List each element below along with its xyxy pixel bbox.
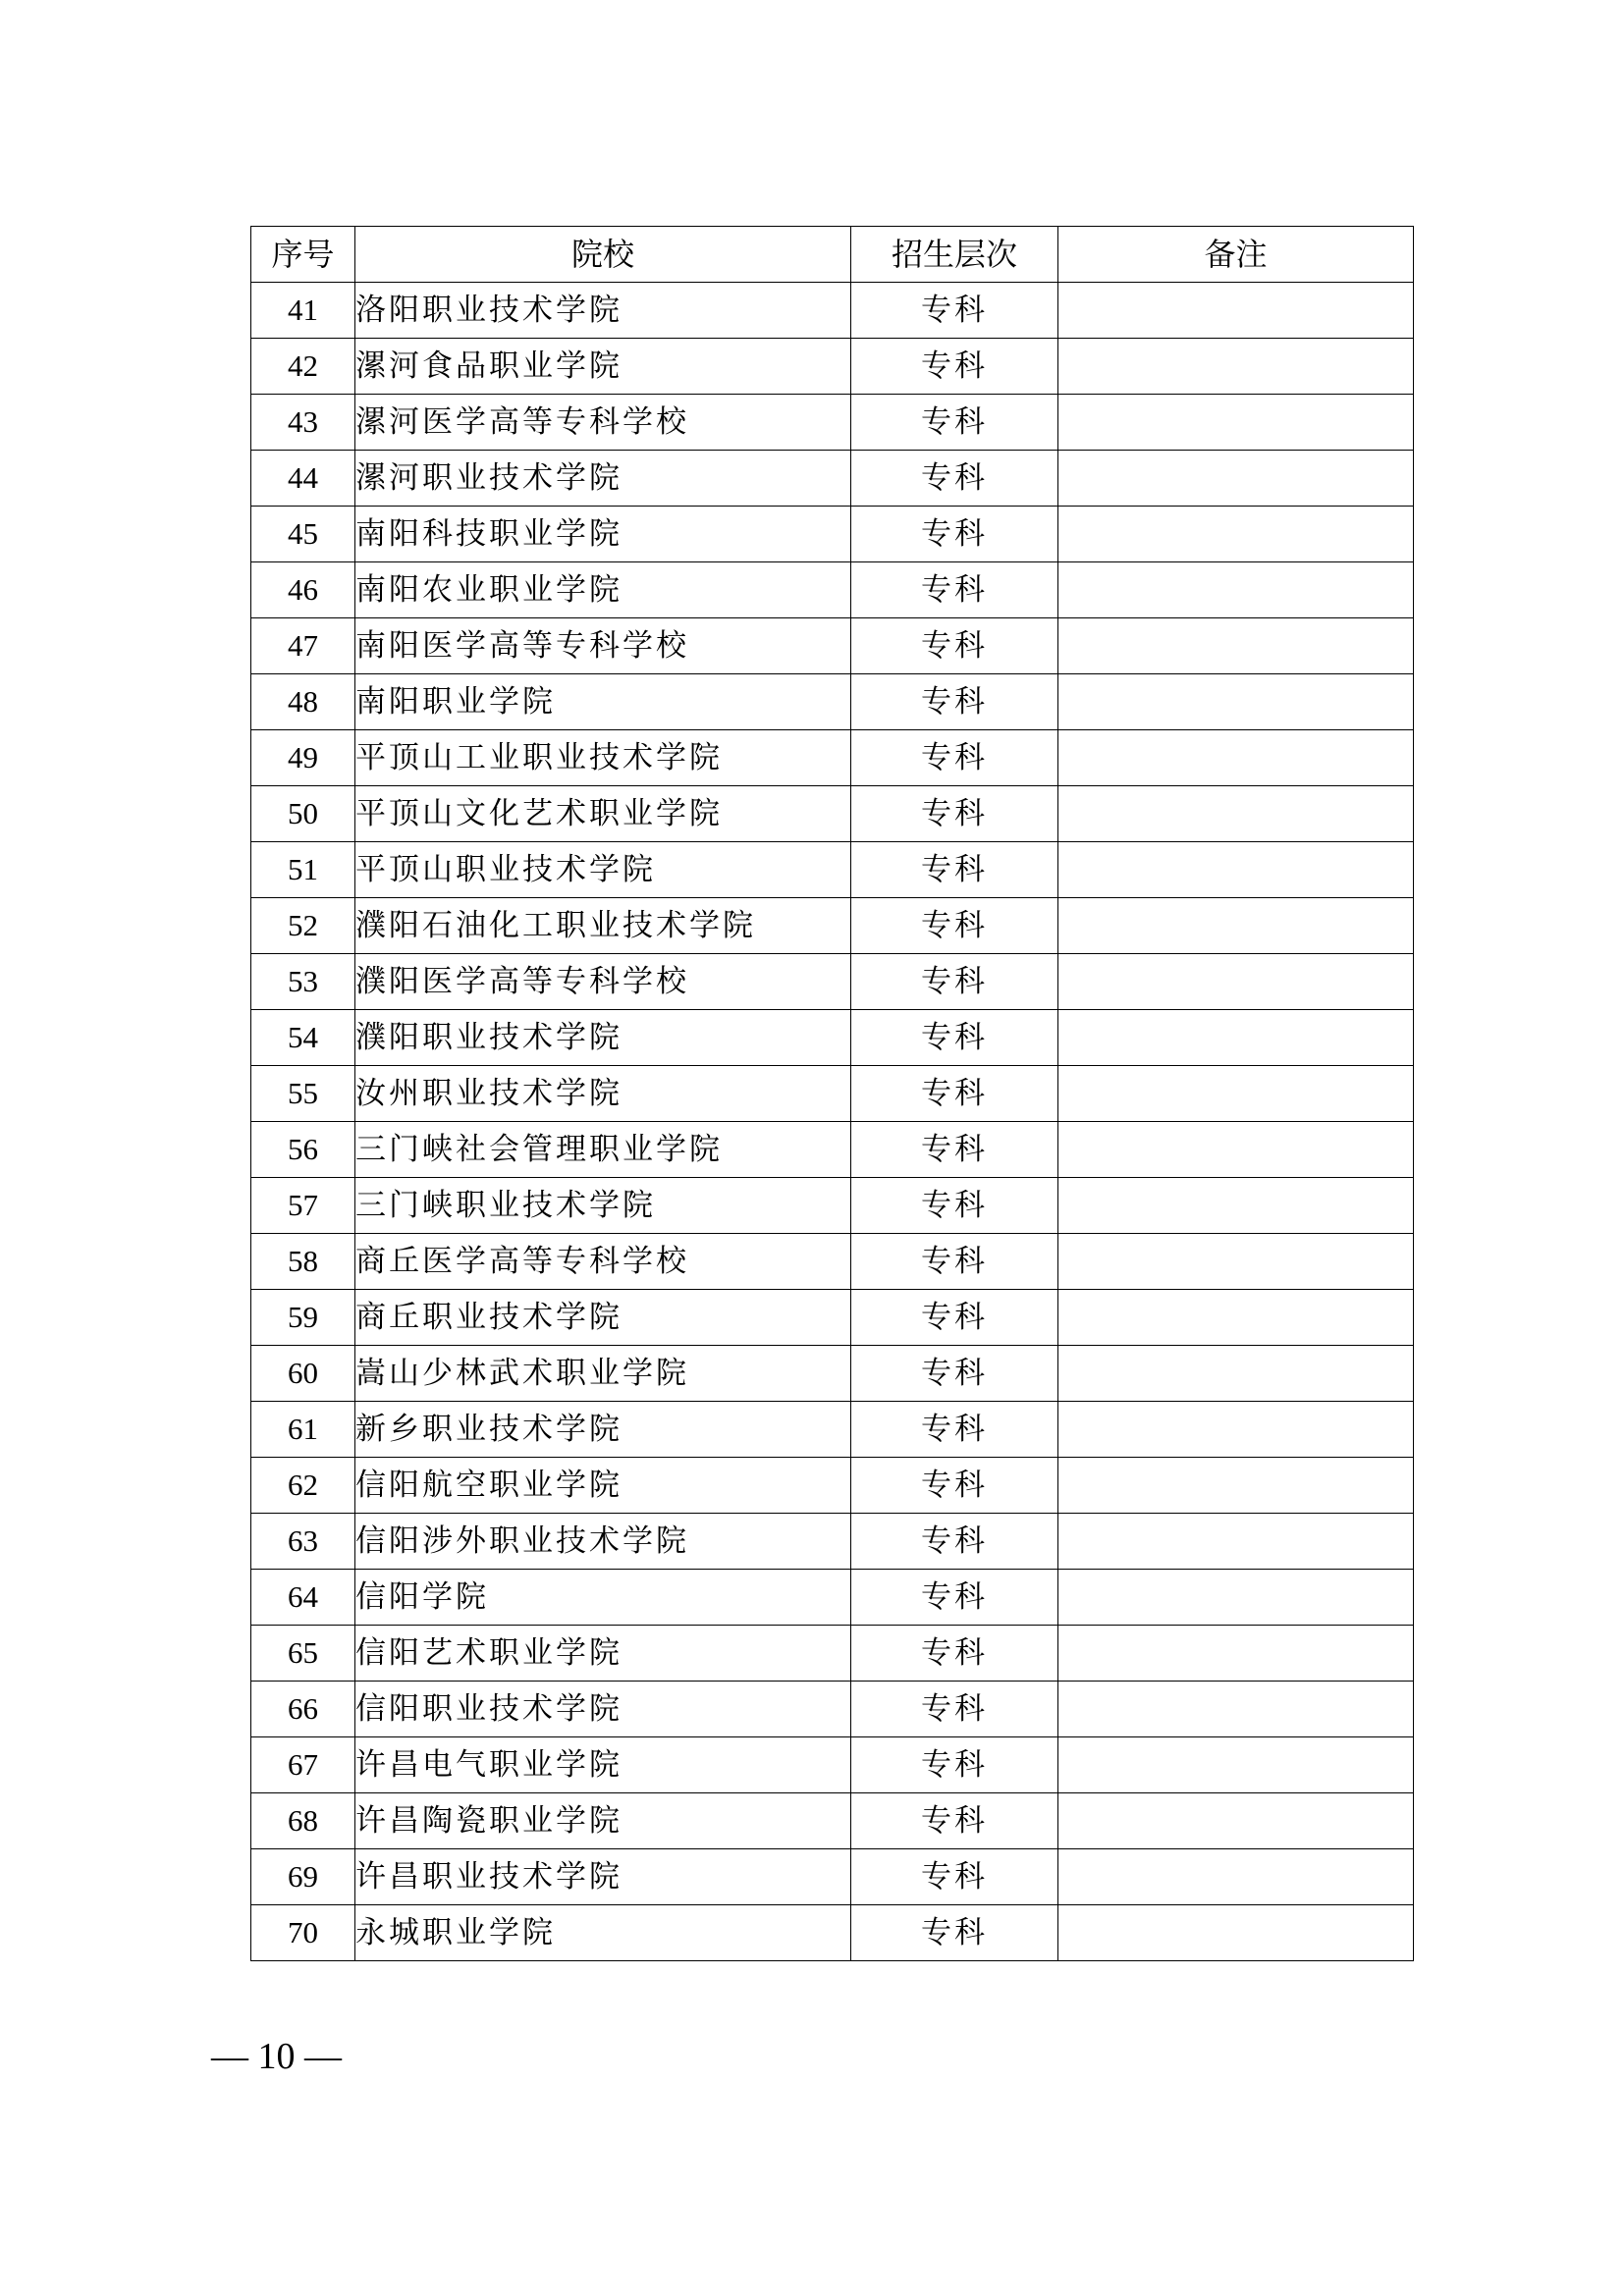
row-number: 55 bbox=[251, 1066, 355, 1122]
enrollment-level: 专科 bbox=[851, 1626, 1058, 1682]
school-name: 濮阳石油化工职业技术学院 bbox=[355, 898, 851, 954]
header-school: 院校 bbox=[355, 227, 851, 283]
row-number: 41 bbox=[251, 283, 355, 339]
school-name: 信阳航空职业学院 bbox=[355, 1458, 851, 1514]
school-name: 商丘医学高等专科学校 bbox=[355, 1234, 851, 1290]
enrollment-level: 专科 bbox=[851, 451, 1058, 507]
school-name: 洛阳职业技术学院 bbox=[355, 283, 851, 339]
row-number: 57 bbox=[251, 1178, 355, 1234]
enrollment-level: 专科 bbox=[851, 1178, 1058, 1234]
school-name: 漯河食品职业学院 bbox=[355, 339, 851, 395]
table-row bbox=[251, 395, 1414, 451]
school-name: 信阳职业技术学院 bbox=[355, 1682, 851, 1737]
table-row bbox=[251, 954, 1414, 1010]
row-number: 45 bbox=[251, 507, 355, 562]
enrollment-level: 专科 bbox=[851, 1682, 1058, 1737]
row-number: 59 bbox=[251, 1290, 355, 1346]
enrollment-level: 专科 bbox=[851, 1234, 1058, 1290]
table-row bbox=[251, 1570, 1414, 1626]
enrollment-level: 专科 bbox=[851, 1290, 1058, 1346]
page-number: — 10 — bbox=[211, 2036, 342, 2077]
table-row bbox=[251, 730, 1414, 786]
row-number: 58 bbox=[251, 1234, 355, 1290]
row-number: 62 bbox=[251, 1458, 355, 1514]
row-number: 54 bbox=[251, 1010, 355, 1066]
table-row bbox=[251, 786, 1414, 842]
school-name: 南阳科技职业学院 bbox=[355, 507, 851, 562]
enrollment-level: 专科 bbox=[851, 618, 1058, 674]
remark bbox=[1058, 1737, 1414, 1793]
enrollment-level: 专科 bbox=[851, 507, 1058, 562]
table-row bbox=[251, 1905, 1414, 1961]
school-name: 平顶山文化艺术职业学院 bbox=[355, 786, 851, 842]
enrollment-level: 专科 bbox=[851, 786, 1058, 842]
enrollment-level: 专科 bbox=[851, 1458, 1058, 1514]
enrollment-level: 专科 bbox=[851, 1010, 1058, 1066]
enrollment-level: 专科 bbox=[851, 562, 1058, 618]
remark bbox=[1058, 1066, 1414, 1122]
enrollment-level: 专科 bbox=[851, 1570, 1058, 1626]
enrollment-level: 专科 bbox=[851, 1514, 1058, 1570]
enrollment-level: 专科 bbox=[851, 842, 1058, 898]
row-number: 61 bbox=[251, 1402, 355, 1458]
row-number: 51 bbox=[251, 842, 355, 898]
enrollment-level: 专科 bbox=[851, 1346, 1058, 1402]
row-number: 47 bbox=[251, 618, 355, 674]
table-row bbox=[251, 674, 1414, 730]
row-number: 68 bbox=[251, 1793, 355, 1849]
enrollment-level: 专科 bbox=[851, 395, 1058, 451]
row-number: 48 bbox=[251, 674, 355, 730]
remark bbox=[1058, 1514, 1414, 1570]
enrollment-level: 专科 bbox=[851, 1737, 1058, 1793]
school-name: 信阳艺术职业学院 bbox=[355, 1626, 851, 1682]
remark bbox=[1058, 1849, 1414, 1905]
table-row bbox=[251, 618, 1414, 674]
remark bbox=[1058, 842, 1414, 898]
row-number: 43 bbox=[251, 395, 355, 451]
school-name: 许昌陶瓷职业学院 bbox=[355, 1793, 851, 1849]
header-level: 招生层次 bbox=[851, 227, 1058, 283]
table-row bbox=[251, 451, 1414, 507]
table-row bbox=[251, 1514, 1414, 1570]
school-name: 许昌电气职业学院 bbox=[355, 1737, 851, 1793]
remark bbox=[1058, 1402, 1414, 1458]
remark bbox=[1058, 1570, 1414, 1626]
remark bbox=[1058, 674, 1414, 730]
remark bbox=[1058, 507, 1414, 562]
school-name: 信阳涉外职业技术学院 bbox=[355, 1514, 851, 1570]
row-number: 66 bbox=[251, 1682, 355, 1737]
table-body bbox=[251, 283, 1414, 1961]
header-no: 序号 bbox=[251, 227, 355, 283]
row-number: 53 bbox=[251, 954, 355, 1010]
table-row bbox=[251, 339, 1414, 395]
school-name: 南阳农业职业学院 bbox=[355, 562, 851, 618]
row-number: 70 bbox=[251, 1905, 355, 1961]
table-row bbox=[251, 1010, 1414, 1066]
remark bbox=[1058, 395, 1414, 451]
enrollment-level: 专科 bbox=[851, 674, 1058, 730]
school-name: 信阳学院 bbox=[355, 1570, 851, 1626]
table-row bbox=[251, 283, 1414, 339]
table-row bbox=[251, 842, 1414, 898]
row-number: 64 bbox=[251, 1570, 355, 1626]
remark bbox=[1058, 1122, 1414, 1178]
enrollment-level: 专科 bbox=[851, 339, 1058, 395]
remark bbox=[1058, 451, 1414, 507]
table-row bbox=[251, 1402, 1414, 1458]
school-name: 南阳医学高等专科学校 bbox=[355, 618, 851, 674]
remark bbox=[1058, 1905, 1414, 1961]
remark bbox=[1058, 1290, 1414, 1346]
table-row bbox=[251, 1290, 1414, 1346]
row-number: 56 bbox=[251, 1122, 355, 1178]
remark bbox=[1058, 283, 1414, 339]
remark bbox=[1058, 618, 1414, 674]
remark bbox=[1058, 1234, 1414, 1290]
remark bbox=[1058, 730, 1414, 786]
row-number: 46 bbox=[251, 562, 355, 618]
row-number: 69 bbox=[251, 1849, 355, 1905]
remark bbox=[1058, 1346, 1414, 1402]
remark bbox=[1058, 1178, 1414, 1234]
school-name: 新乡职业技术学院 bbox=[355, 1402, 851, 1458]
table-row bbox=[251, 1737, 1414, 1793]
enrollment-level: 专科 bbox=[851, 898, 1058, 954]
school-name: 漯河医学高等专科学校 bbox=[355, 395, 851, 451]
school-name: 三门峡职业技术学院 bbox=[355, 1178, 851, 1234]
school-name: 嵩山少林武术职业学院 bbox=[355, 1346, 851, 1402]
remark bbox=[1058, 954, 1414, 1010]
school-name: 永城职业学院 bbox=[355, 1905, 851, 1961]
row-number: 52 bbox=[251, 898, 355, 954]
table-row bbox=[251, 1346, 1414, 1402]
enrollment-level: 专科 bbox=[851, 283, 1058, 339]
row-number: 49 bbox=[251, 730, 355, 786]
table-row bbox=[251, 1234, 1414, 1290]
enrollment-level: 专科 bbox=[851, 1793, 1058, 1849]
enrollment-level: 专科 bbox=[851, 1122, 1058, 1178]
table-row bbox=[251, 1682, 1414, 1737]
enrollment-level: 专科 bbox=[851, 1066, 1058, 1122]
school-name: 濮阳职业技术学院 bbox=[355, 1010, 851, 1066]
remark bbox=[1058, 786, 1414, 842]
school-name: 濮阳医学高等专科学校 bbox=[355, 954, 851, 1010]
school-name: 商丘职业技术学院 bbox=[355, 1290, 851, 1346]
table-row bbox=[251, 898, 1414, 954]
table-row bbox=[251, 1066, 1414, 1122]
enrollment-level: 专科 bbox=[851, 1905, 1058, 1961]
row-number: 65 bbox=[251, 1626, 355, 1682]
remark bbox=[1058, 562, 1414, 618]
remark bbox=[1058, 1626, 1414, 1682]
remark bbox=[1058, 339, 1414, 395]
table-row bbox=[251, 1122, 1414, 1178]
remark bbox=[1058, 1010, 1414, 1066]
header-note: 备注 bbox=[1058, 227, 1414, 283]
row-number: 67 bbox=[251, 1737, 355, 1793]
header-row bbox=[251, 227, 1414, 283]
remark bbox=[1058, 1458, 1414, 1514]
remark bbox=[1058, 1793, 1414, 1849]
row-number: 63 bbox=[251, 1514, 355, 1570]
row-number: 50 bbox=[251, 786, 355, 842]
school-name: 许昌职业技术学院 bbox=[355, 1849, 851, 1905]
table-row bbox=[251, 1849, 1414, 1905]
school-name: 汝州职业技术学院 bbox=[355, 1066, 851, 1122]
table-row bbox=[251, 507, 1414, 562]
table-row bbox=[251, 562, 1414, 618]
enrollment-level: 专科 bbox=[851, 730, 1058, 786]
remark bbox=[1058, 1682, 1414, 1737]
row-number: 42 bbox=[251, 339, 355, 395]
table-row bbox=[251, 1458, 1414, 1514]
school-name: 平顶山工业职业技术学院 bbox=[355, 730, 851, 786]
table-header bbox=[251, 227, 1414, 283]
enrollment-level: 专科 bbox=[851, 1849, 1058, 1905]
school-name: 平顶山职业技术学院 bbox=[355, 842, 851, 898]
table-row bbox=[251, 1793, 1414, 1849]
table-row bbox=[251, 1178, 1414, 1234]
school-name: 三门峡社会管理职业学院 bbox=[355, 1122, 851, 1178]
row-number: 44 bbox=[251, 451, 355, 507]
remark bbox=[1058, 898, 1414, 954]
school-name: 南阳职业学院 bbox=[355, 674, 851, 730]
school-name: 漯河职业技术学院 bbox=[355, 451, 851, 507]
row-number: 60 bbox=[251, 1346, 355, 1402]
school-table bbox=[250, 226, 1414, 1961]
enrollment-level: 专科 bbox=[851, 1402, 1058, 1458]
enrollment-level: 专科 bbox=[851, 954, 1058, 1010]
table-row bbox=[251, 1626, 1414, 1682]
